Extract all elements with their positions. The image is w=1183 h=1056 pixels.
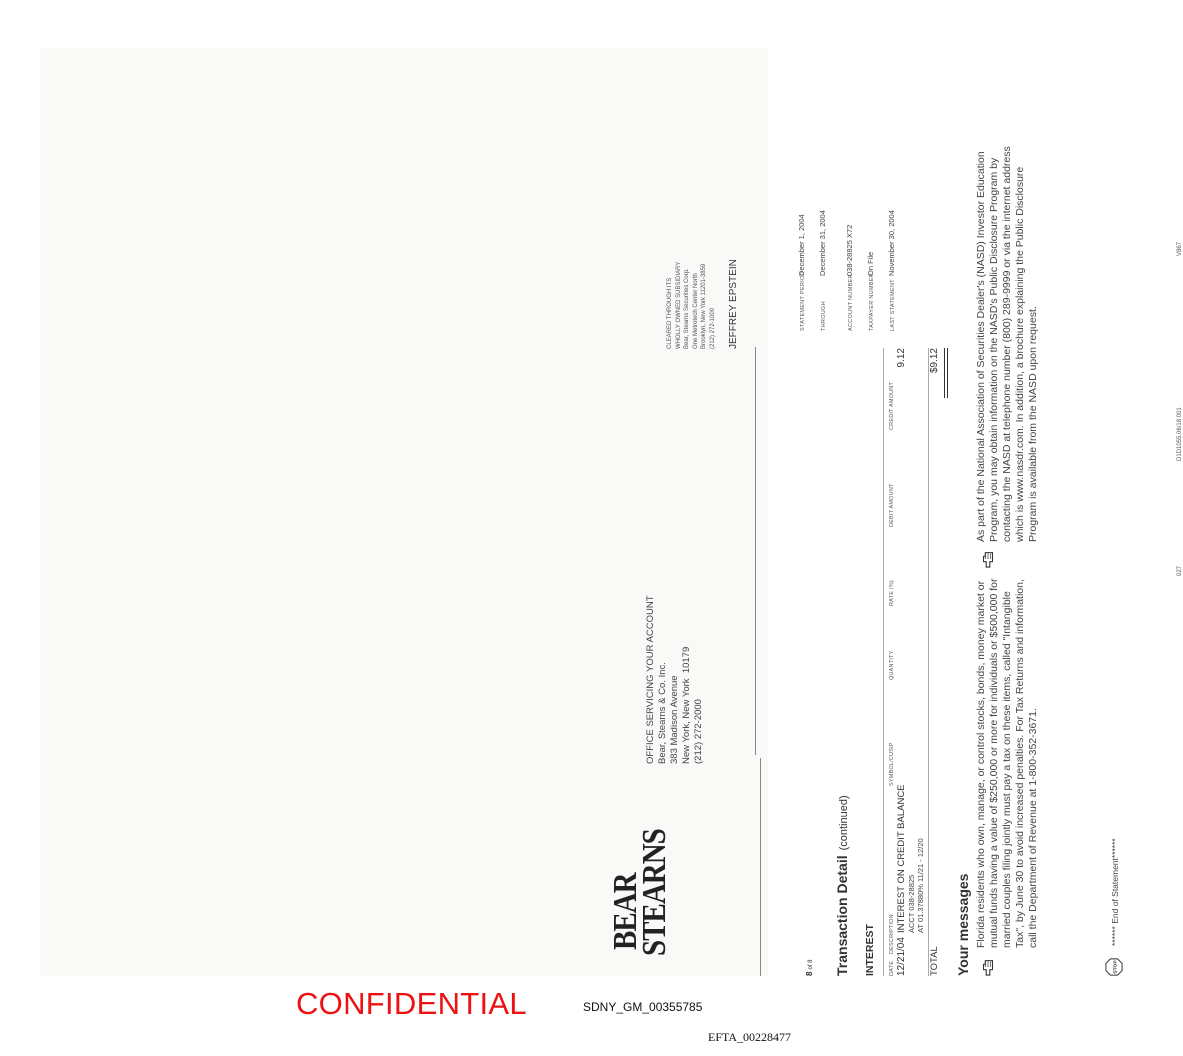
last-statement-row	[882, 210, 903, 331]
account-number-value: 038-28825 X72	[845, 224, 854, 276]
footer-code-3: V867	[1177, 241, 1183, 256]
stop-sign-icon	[1105, 958, 1123, 976]
statement-period-label: STATEMENT PERIOD	[800, 271, 806, 331]
stop-sign-label: STOP	[1113, 960, 1119, 974]
taxpayer-number-label: TAXPAYER NUMBER	[869, 273, 875, 331]
messages-title: Your messages	[955, 873, 971, 976]
logo-line-2: STEARNS	[636, 829, 673, 956]
office-line-2: 383 Madison Avenue	[669, 675, 680, 764]
col-header-credit: CREDIT AMOUNT	[889, 381, 895, 430]
table-top-rule	[883, 348, 884, 976]
footer-code-2: D1D1055.06/18 001	[1177, 407, 1183, 461]
clearing-firm-address	[666, 262, 718, 349]
through-row	[813, 210, 834, 331]
clearing-line-6: (212) 272-1000	[709, 307, 716, 349]
efta-number: EFTA_00228477	[708, 1030, 792, 1044]
total-amount: $9.12	[929, 348, 940, 374]
last-statement-label: LAST STATEMENT	[890, 279, 896, 331]
end-of-statement: ****** End of Statement******	[1110, 838, 1120, 946]
col-header-description: DESCRIPTION	[889, 914, 895, 954]
account-number-label: ACCOUNT NUMBER	[848, 274, 854, 331]
clearing-line-1: CLEARED THROUGH ITS	[667, 277, 673, 349]
clearing-line-5: Brooklyn, New York 11201-3859	[701, 263, 708, 349]
section-title	[834, 795, 850, 976]
office-line-3: New York, New York 10179	[681, 646, 692, 764]
total-underline	[944, 348, 945, 398]
servicing-office-address	[645, 595, 705, 764]
bear-stearns-logo	[607, 829, 673, 956]
statement-info	[792, 210, 903, 331]
section-subtitle: INTEREST	[864, 924, 876, 976]
row-credit-amount: 9.12	[896, 348, 907, 368]
office-line-4: (212) 272-2000	[693, 699, 704, 764]
taxpayer-number-value: On File	[866, 251, 875, 276]
account-number-row	[840, 210, 861, 331]
footer-code-1: 027	[1177, 565, 1183, 576]
pointing-hand-icon	[980, 550, 996, 568]
statement-period-row	[792, 210, 813, 331]
logo-line-1: BEAR	[607, 873, 645, 950]
page-total: of 8	[808, 959, 814, 970]
through-value: December 31, 2004	[818, 210, 827, 276]
header-rule-left	[760, 758, 761, 976]
florida-tax-message: Florida residents who own, manage, or control stocks, bonds, money market or mutual funds having a value of $250,000 or more for individuals or $500,000 for married couples filing jointly must pay a tax on these items, called "Intangible Tax", by June 30 to avoid increased penalties. For Tax Returns and information, call the Department of Revenue at 1-800-352-3671.	[975, 578, 1039, 948]
last-statement-value: November 30, 2004	[887, 210, 896, 276]
statement-page	[40, 48, 1183, 976]
taxpayer-number-row	[861, 210, 882, 331]
total-top-rule	[928, 348, 929, 976]
page-number	[805, 960, 814, 976]
row-description-1: INTEREST ON CREDIT BALANCE	[896, 784, 907, 933]
col-header-debit: DEBIT AMOUNT	[889, 483, 895, 527]
col-header-rate: RATE (%)	[889, 580, 895, 606]
rotated-statement-content	[40, 76, 1183, 976]
clearing-line-2: WHOLLY OWNED SUBSIDIARY	[675, 261, 682, 349]
clearing-line-3: Bear, Stearns Securities Corp.	[684, 268, 691, 349]
row-description-3: AT 01.37880% 11/21 - 12/20	[916, 838, 925, 933]
pointing-hand-icon	[980, 958, 996, 976]
page-number-value: 8	[805, 971, 814, 976]
total-double-underline	[947, 348, 948, 398]
col-header-symbol: SYMBOL/CUSIP	[889, 742, 895, 786]
bates-number: SDNY_GM_00355785	[583, 1000, 703, 1014]
section-continued: (continued)	[838, 795, 850, 851]
through-label: THROUGH	[821, 301, 827, 331]
office-line-1: Bear, Stearns & Co. Inc.	[657, 662, 668, 764]
header-rule-right	[755, 347, 756, 755]
confidential-stamp: CONFIDENTIAL	[296, 986, 527, 1021]
col-header-date: DATE	[889, 960, 895, 976]
col-header-quantity: QUANTITY	[889, 650, 895, 680]
statement-period-value: December 1, 2004	[797, 214, 806, 276]
clearing-line-4: One Metrotech Center North	[692, 273, 699, 349]
row-description-2: ACCT 038-28825	[907, 874, 916, 933]
client-name: JEFFREY EPSTEIN	[728, 259, 739, 349]
nasd-disclosure-message: As part of the National Association of Securities Dealer's (NASD) Investor Education Program, you may obtain information on the NASD's Public Disclosure Program by contacting the NASD at telephone number (800) 289-9999 or via the internet address which is www.nasdr.com. In addition, a brochure explaining the Public Disclosure Program is available from the NASD upon request.	[975, 146, 1039, 542]
row-date: 12/21/04	[896, 937, 907, 976]
section-title-text: Transaction Detail	[834, 855, 850, 976]
total-label: TOTAL	[929, 946, 940, 976]
office-heading: OFFICE SERVICING YOUR ACCOUNT	[645, 595, 656, 764]
